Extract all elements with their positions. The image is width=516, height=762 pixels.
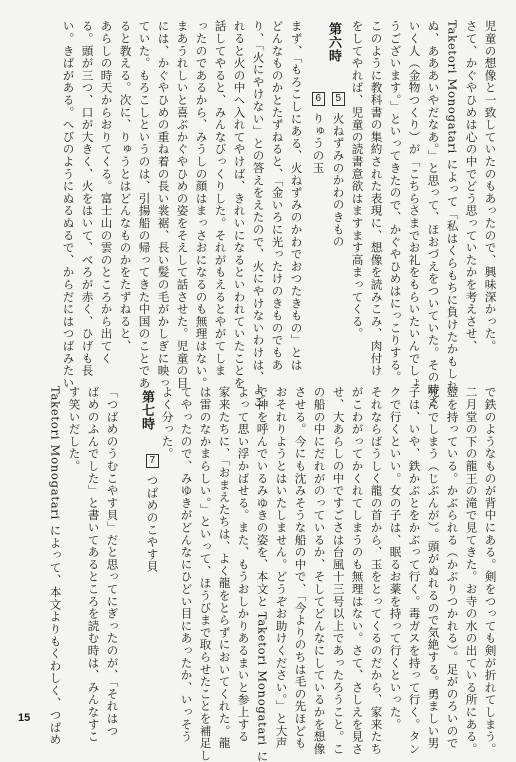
lesson-title-text: 火ねずみのかわのきもの [331,112,346,248]
text-column: 話してやると、みんなびっくりした。それがもえるとやがてしま [213,20,228,377]
lesson-title [146,452,159,573]
text-column: は雷のなかまらしい。」といって、ほうびまで取らせたことを補足し [198,386,213,762]
text-column: れると火の中へ入れてやけば、きれいになるといわれていたことを [232,20,247,389]
text-column: よく分った。 [160,386,175,460]
text-column: り、「火にやけない」との答えをえたので、火にやけないわけは、よご [251,20,266,408]
text-column: ったのであるから、みうしの顔はまっさおになるのも無理はない。 [194,20,209,389]
text-column: がこわがってかくれてしまうのも無理はない。さて、さしえを見さ [350,386,365,755]
lesson-title-text: りゅうの玉 [311,112,326,174]
text-column: 児童の想像と一致していたのもあったので、興味深かった。 [483,20,498,353]
text-column: クで行くといい。女の子は、眠るお薬を持って行くといった。 [388,386,403,731]
text-column: ばめのふんでした」と書いてあるところを読む時は、みんなすこ [86,386,101,743]
text-column: おそれりようとはいたしません。どうぞお助けください。」と大声 [274,386,289,750]
text-column: このように教科書の集約された表現に、想像を読みこみ、肉付け [369,20,384,377]
text-column: 子は、いや、鉄かぶとをかぶって行く。毒ガスを持って行く。タン [407,386,422,755]
text-column: ると教える。次に、りゅうとはどんなものかをたずねると、 [118,20,133,353]
text-column: る。頭が三つ、口が大きく、火をはいて、べろが赤く、ひげも長 [80,20,95,377]
text-column: ていた。もろこしというのは、引揚船の帰ってきた中国のことであ [137,20,152,389]
lesson-title [332,90,345,248]
text-column: まあうれしいと喜ぶかぐやひめの姿をそえして話させた。児童の目 [175,20,190,389]
text-column: せ、大あらしの中ですごさは台風十三号以上であったろうこと。こ [331,386,346,755]
text-column: まず、「もろこしにある、火ねずみのかわでおつたきもの」とは [289,20,304,371]
lesson-number: 7 [146,454,158,468]
lesson-heading: 第七時 [139,390,154,431]
page-number: 15 [18,712,31,724]
text-column: あらしの時天からおりてくる。富士山の雲のところから出てく [99,20,114,365]
lesson-heading: 第六時 [326,22,341,63]
text-column: 「つばめのうむこやす貝」だと思ってにぎったのが、「それはつ [105,386,120,737]
text-column: Taketori Monogatari によって「私はくらもちに負けたかもしれ [445,20,460,393]
lesson-number: 5 [332,92,344,106]
lesson-number: 6 [312,92,324,106]
lesson-title-text: つばめのこやす貝 [145,474,160,573]
text-column: をしてやれば、児童の読書意欲はますます高まってくる。 [350,20,365,340]
text-column: Taketori Monogatari によって、本文よりもくわしく、つばめ [48,386,63,746]
text-column: で鉄のようなものが背中にある。剣をつっても剣が折れてしまう。 [483,386,498,755]
lesson-title [312,90,325,174]
text-column: ぬ、あああいやだなあ。」と思って、ほおづえをついていた。その時さ [426,20,441,408]
text-column: 家来たちに、「おまえたちは、よく龍をとらずにおいてくれた。龍 [217,386,232,750]
text-column: 二月堂の下の龍王の滝で見てきた。お寺の水の出ている所にある。 [464,386,479,755]
text-column: それならばうしく龍の首から、玉をとってくるのだから、家来たち [369,386,384,755]
text-column: の船の中にだれがのっているか、そしてどんなにしているかを想像 [312,386,327,755]
text-column: さて、かぐやひめは心の中でどう思っていたかを考えさせ、 [464,20,479,353]
text-column: で神を呼んでいるみゆきの姿を、本文と Taketori Monogatari に [255,386,270,762]
text-column: てやったので、みゆきがどんなにひどい目にあったか、いっそう [179,386,194,743]
text-column: 壺を持っている。かぶられる（かぶりつかれる）。足がのろいので [445,386,460,750]
text-column: す笑いだした。 [67,386,82,473]
text-column: させる。今にも沈みそうな船の中で、「今よりのちは毛の先ほども [293,386,308,750]
text-column: 死んでしまう（じぶんが）。頭がぬれるので気絶する。勇ましい男 [426,386,441,750]
text-column: よって思い浮かばせる。また、もうおしかりあるまいと参上する [236,386,251,743]
text-column: い。きばがある。へびのようにぬるぬるで、からだにはつばみたい [61,20,76,389]
text-column: いく人（金物つくり）が「こちらさまでお礼をもらいたいんでしょ [407,20,422,389]
text-column: には、かぐやひめの重ね着の長い裳裾、長い髪の毛がかしぎに映っ [156,20,171,389]
text-column: うございます。」といってきたので、かぐやひめはにっこりする。 [388,20,403,384]
text-column: どんなものかとたずねると、「金いろに光ったけのきものでもあ [270,20,285,371]
